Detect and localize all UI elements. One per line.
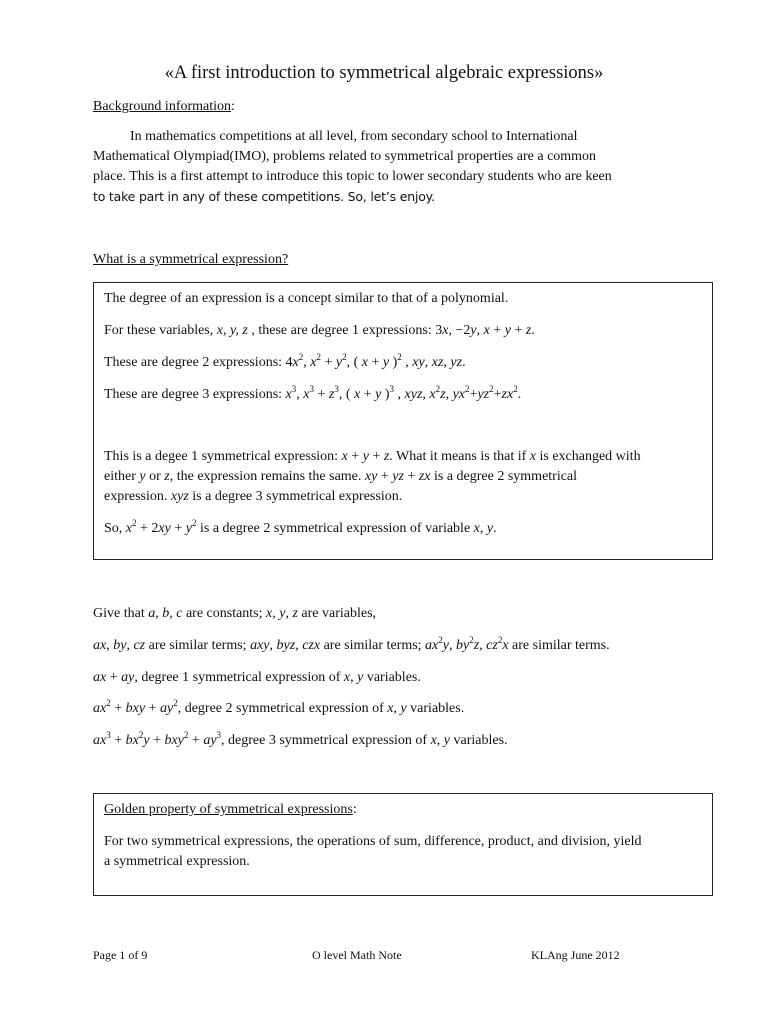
degree3-line: These are degree 3 expressions: $x^3$, $x^3 + z^3$, ( x + y )$^3$ , xyz, $x^2z$, $yx^2+yz^2+zx^2$. — [104, 384, 522, 402]
degree-concept-line: The degree of an expression is a concept similar to that of a polynomial. — [104, 291, 509, 306]
golden-line-1: For two symmetrical expressions, the operations of sum, difference, product, and division, yield — [104, 834, 642, 849]
background-line-4: to take part in any of these competitions. So, let’s enjoy. — [93, 189, 435, 204]
background-line-3: place. This is a first attempt to introduce this topic to lower secondary students who are keen — [93, 169, 612, 184]
page-title: «A first introduction to symmetrical algebraic expressions» — [164, 63, 604, 83]
footer-page-number: Page 1 of 9 — [93, 948, 148, 962]
footer-center-text: O level Math Note — [312, 948, 402, 962]
degree1-line: For these variables, x, y, z , these are degree 1 expressions: 3x, −2y, x + y + z. — [104, 323, 535, 338]
background-heading-line: Background information: — [93, 99, 235, 114]
footer-author-date: KLAng June 2012 — [531, 948, 620, 962]
definition-box — [93, 282, 713, 560]
background-heading: Background information — [93, 99, 232, 114]
degree2-line: These are degree 2 expressions: $4x^2$, $x^2 + y^2$, ( x + y )$^2$ , xy, xz, yz. — [104, 352, 466, 370]
golden-property-box — [93, 793, 713, 896]
background-paragraph — [93, 127, 713, 207]
degree2-example-line: $ax^2$ + bxy + $ay^2$, degree 2 symmetrical expression of x, y variables. — [93, 698, 465, 716]
degree3-example-line: $ax^3 + bx^2y + bxy^2 + ay^3$, degree 3 symmetrical expression of x, y variables. — [93, 730, 508, 748]
so-line: So, $x^2 + 2xy + y^2$ is a degree 2 symmetrical expression of variable x, y. — [104, 518, 497, 536]
degree1-example-line: ax + ay, degree 1 symmetrical expression of x, y variables. — [93, 670, 421, 685]
what-is-heading: What is a symmetrical expression? — [93, 252, 289, 267]
symmetric-deg3-line: expression. xyz is a degree 3 symmetrical expression. — [104, 489, 403, 504]
background-line-1: In mathematics competitions at all level, from secondary school to International — [130, 129, 578, 144]
golden-heading-line: Golden property of symmetrical expressions: — [104, 802, 357, 817]
similar-terms-line: ax, by, cz are similar terms; axy, byz, czx are similar terms; $ax^2y$, $by^2z$, $cz^2x$ are similar terms. — [93, 635, 610, 653]
give-line: Give that a, b, c are constants; x, y, z are variables, — [93, 606, 377, 621]
background-line-2: Mathematical Olympiad(IMO), problems related to symmetrical properties are a common — [93, 149, 597, 164]
symmetric-deg2-line: either y or z, the expression remains the same. xy + yz + zx is a degree 2 symmetrical — [104, 469, 578, 484]
golden-line-2: a symmetrical expression. — [104, 854, 250, 869]
golden-heading: Golden property of symmetrical expressions — [104, 802, 353, 817]
symmetric-deg1-line: This is a degee 1 symmetrical expression: x + y + z. What it means is that if x is exchanged with — [104, 449, 641, 464]
